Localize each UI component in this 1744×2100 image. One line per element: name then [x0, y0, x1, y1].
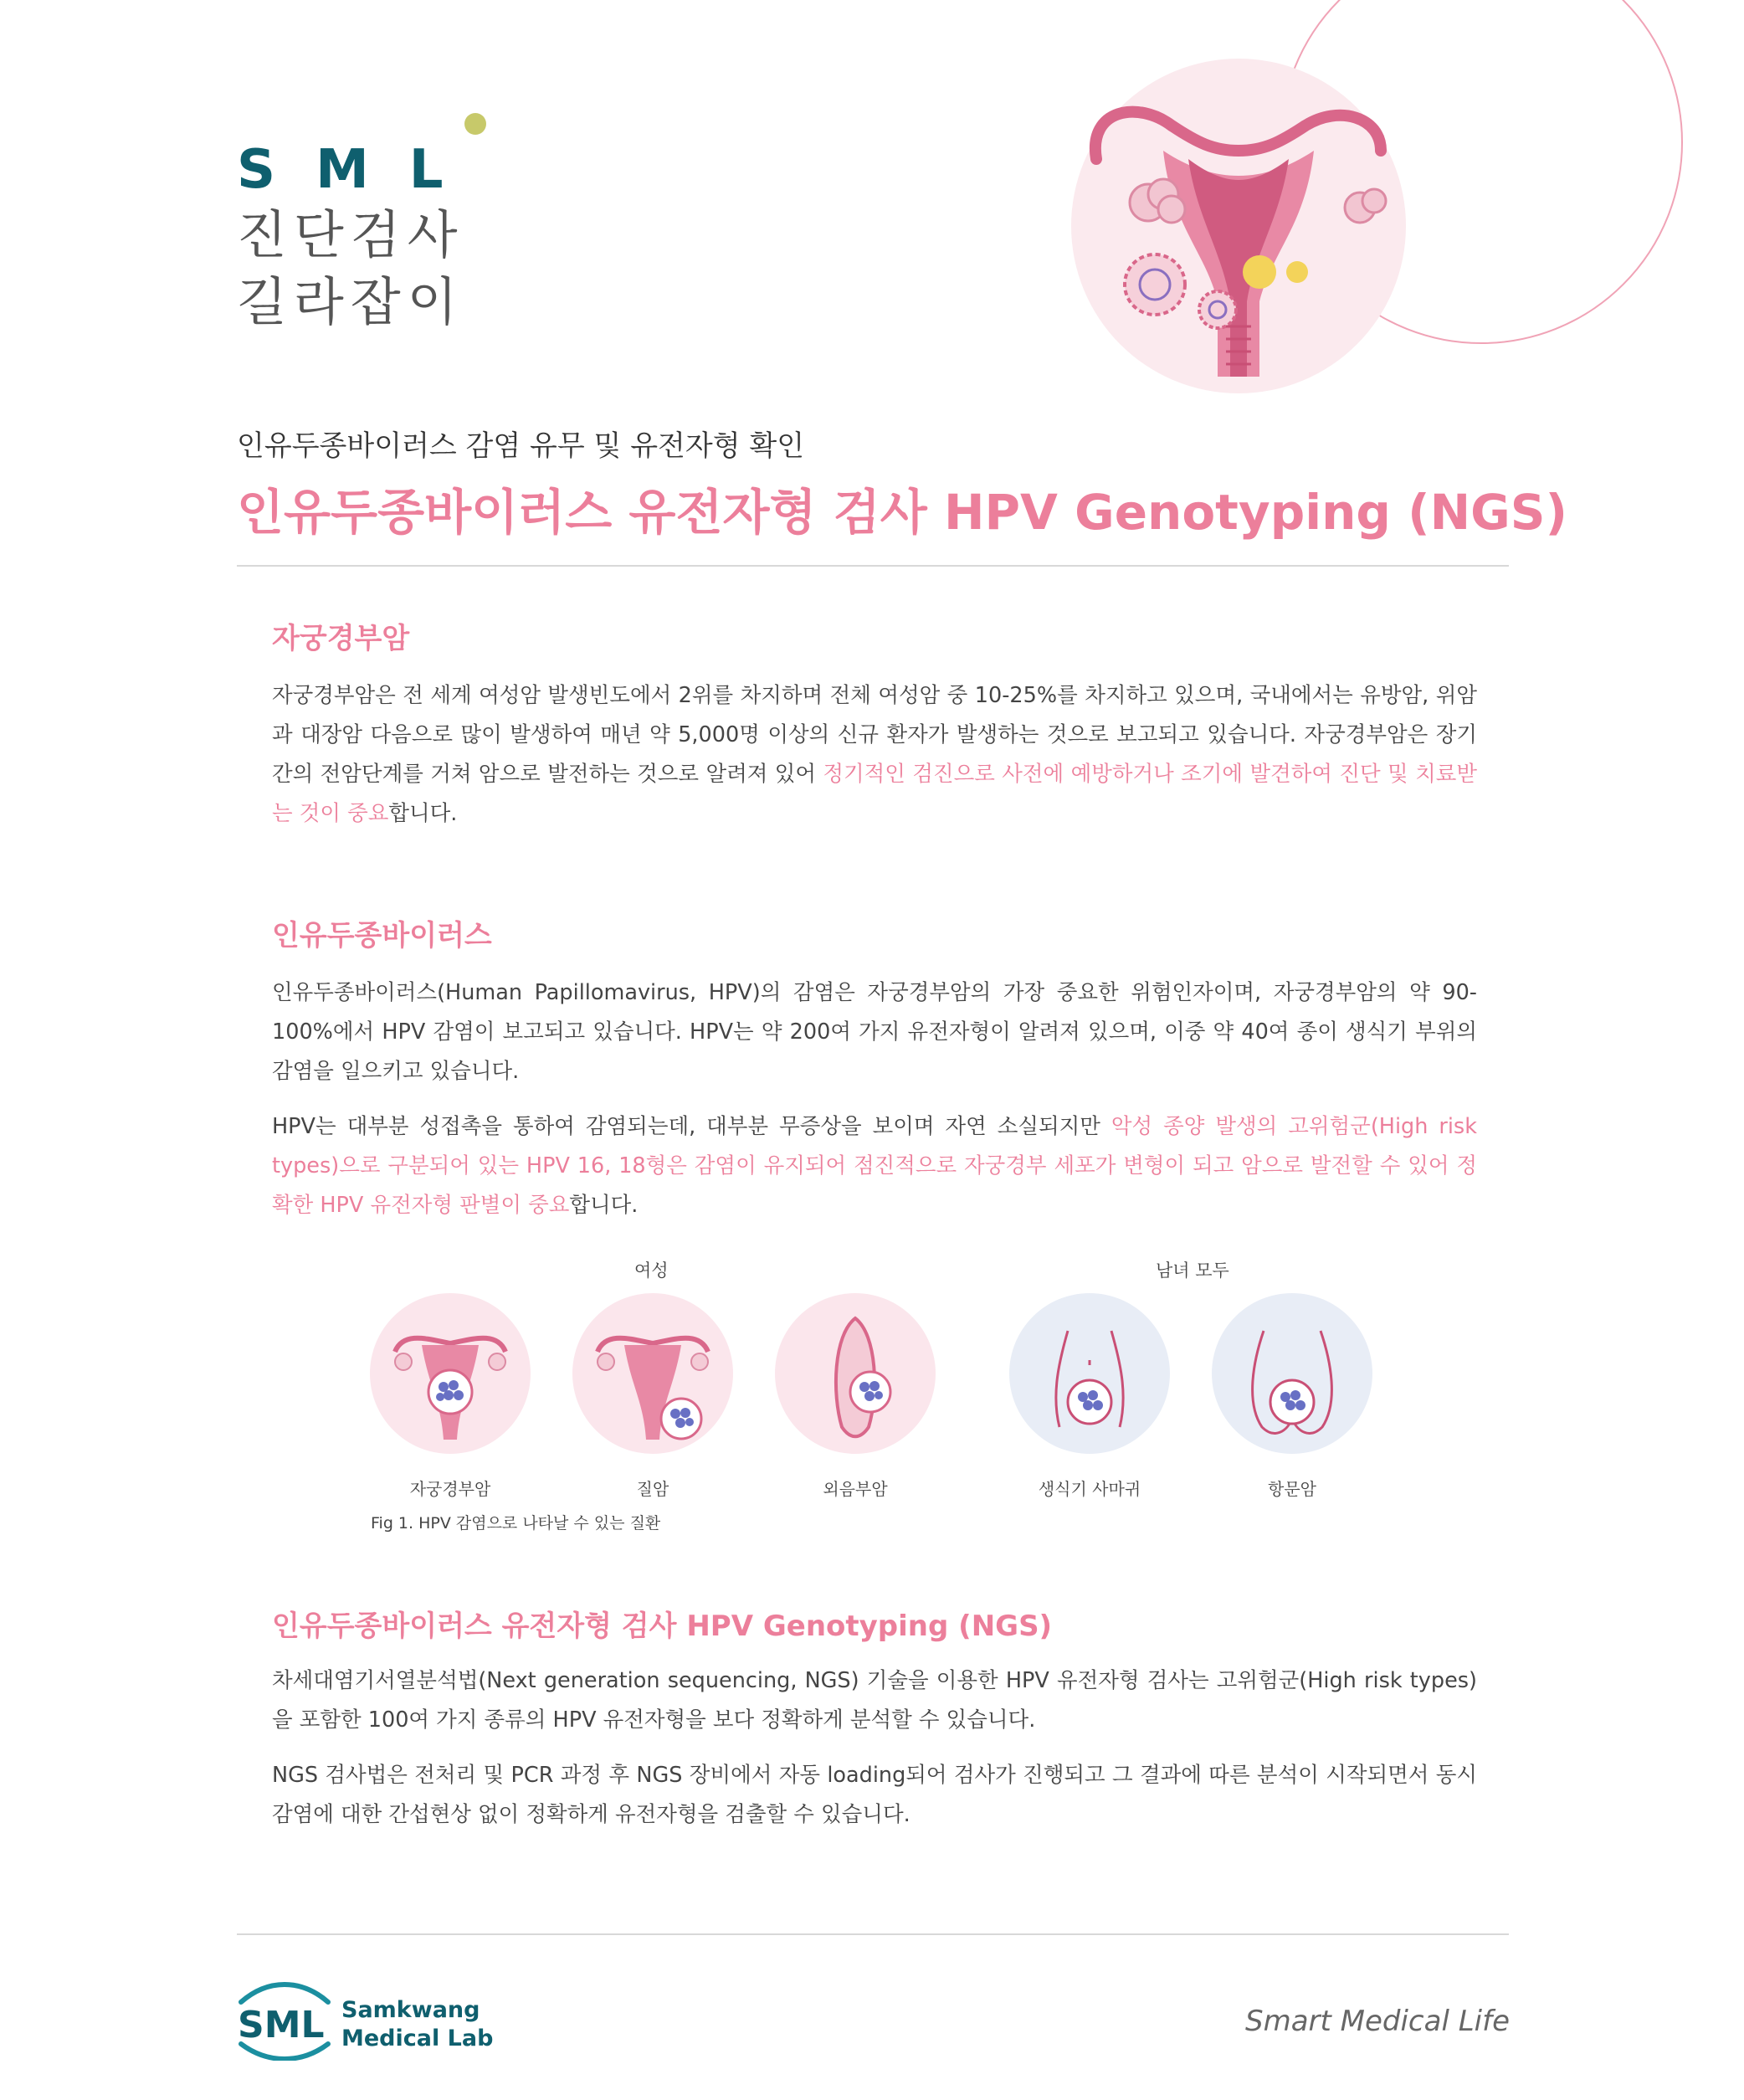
cervical-highlight: 정기적인 검진으로 사전에 예방하거나 조기에 발견하여 진단 및 치료받는 것이 중요 [272, 762, 1477, 826]
page-subtitle: 인유두종바이러스 감염 유무 및 유전자형 확인 [237, 429, 805, 463]
footer-logo-mark: SML [238, 2004, 325, 2046]
figure-vaginal-cancer-icon [572, 1293, 733, 1454]
figure-group-both: 남녀 모두 [1156, 1261, 1229, 1281]
figure-label-warts: 생식기 사마귀 [1038, 1479, 1141, 1499]
footer-logo-line2: Medical Lab [341, 2026, 494, 2051]
brand-sml: SML [237, 139, 484, 201]
hpv-highlight: 악성 종양 발생의 고위험군(High risk types)으로 구분되어 있는 HPV 16, 18형은 감염이 유지되어 점진적으로 자궁경부 세포가 변형이 되고 암으로 발전할 수 있어 정확한 HPV 유전자형 판별이 중요 [272, 1114, 1477, 1218]
ngs-paragraph-2: NGS 검사법은 전처리 및 PCR 과정 후 NGS 장비에서 자동 loading되어 검사가 진행되고 그 결과에 따른 분석이 시작되면서 동시 감염에 대한 간섭현상 없이 정확하게 유전자형을 검출할 수 있습니다. [272, 1763, 1477, 1827]
hpv-paragraph-2 [272, 1107, 1477, 1225]
hpv-text-b: 합니다. [569, 1193, 639, 1218]
footer-logo-line1: Samkwang [341, 1997, 480, 2023]
cervical-text-a: 자궁경부암은 전 세계 여성암 발생빈도에서 2위를 차지하며 전체 여성암 중 10-25%를 차지하고 있으며, 국내에서는 유방암, 위암과 대장암 다음으로 많이 발생하여 매년 약 5,000명 이상의 신규 환자가 발생하는 것으로 보고되고 있습니다. 자궁경부암은 장기간의 전암단계를 거쳐 암으로 발전하는 것으로 알려져 있어 [272, 683, 1477, 787]
section-title-ngs: 인유두종바이러스 유전자형 검사 HPV Genotyping (NGS) [272, 1610, 1053, 1643]
section-title-cervical: 자궁경부암 [272, 622, 410, 655]
brand-line-1: 진단검사 [237, 204, 464, 265]
figure-vulvar-cancer-icon [775, 1293, 936, 1454]
cervical-paragraph [272, 676, 1477, 834]
footer-logo [234, 1977, 510, 2064]
uterus-icon [1071, 59, 1406, 393]
cervical-text-b: 합니다. [388, 801, 458, 826]
figure-label-cervical: 자궁경부암 [409, 1479, 491, 1499]
sml-logo-icon [234, 1977, 510, 2061]
hpv-text-a: HPV는 대부분 성접촉을 통하여 감염되는데, 대부분 무증상을 보이며 자연 소실되지만 [272, 1114, 1111, 1139]
brand-dot-icon [464, 113, 486, 135]
page-title: 인유두종바이러스 유전자형 검사 HPV Genotyping (NGS) [237, 484, 1568, 541]
footer-tagline: Smart Medical Life [1245, 2005, 1510, 2038]
figure-group-female: 여성 [634, 1261, 669, 1281]
uterus-illustration [1071, 59, 1406, 393]
figure-genital-warts-icon [1009, 1293, 1170, 1454]
hpv-paragraph-1: 인유두종바이러스(Human Papillomavirus, HPV)의 감염은 자궁경부암의 가장 중요한 위험인자이며, 자궁경부암의 약 90-100%에서 HPV 감염이 보고되고 있습니다. HPV는 약 200여 가지 유전자형이 알려져 있으며, 이중 약 40여 종이 생식기 부위의 감염을 일으키고 있습니다. [272, 980, 1477, 1084]
figure-label-anal: 항문암 [1268, 1479, 1316, 1499]
brand-block [237, 138, 484, 336]
brand-line-2: 길라잡이 [237, 271, 464, 332]
header-divider [237, 565, 1509, 567]
figure-anal-cancer-icon [1212, 1293, 1372, 1454]
section-title-hpv: 인유두종바이러스 [272, 919, 492, 952]
figure-cervical-cancer-icon [370, 1293, 531, 1454]
footer-divider [237, 1933, 1509, 1935]
figure-caption: Fig 1. HPV 감염으로 나타날 수 있는 질환 [371, 1514, 661, 1533]
ngs-paragraph-1: 차세대염기서열분석법(Next generation sequencing, NGS) 기술을 이용한 HPV 유전자형 검사는 고위험군(High risk types)을 포함한 100여 가지 종류의 HPV 유전자형을 보다 정확하게 분석할 수 있습니다. [272, 1668, 1477, 1733]
figure-label-vaginal: 질암 [636, 1479, 669, 1499]
figure-label-vulvar: 외음부암 [823, 1479, 888, 1499]
